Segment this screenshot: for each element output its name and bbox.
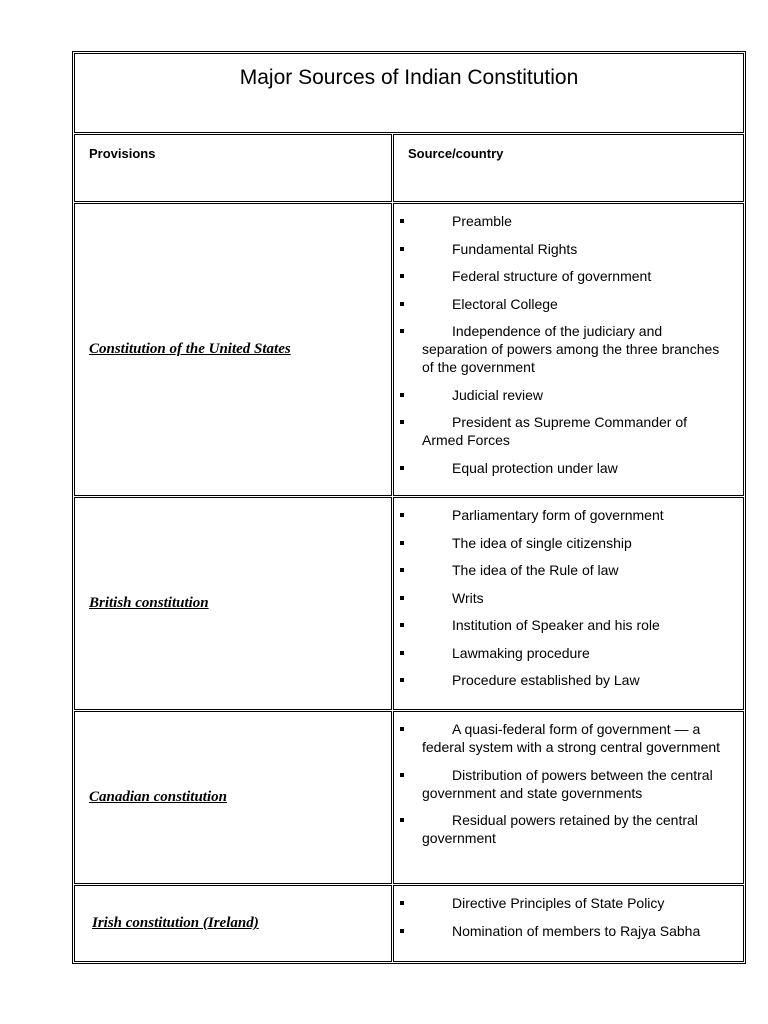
bullet-icon [400, 466, 404, 470]
items-cell [393, 497, 744, 710]
bullet-icon [400, 247, 404, 251]
bullet-icon [400, 219, 404, 223]
bullet-icon [400, 727, 404, 731]
page-title: Major Sources of Indian Constitution [239, 66, 579, 89]
list-item: Writs [400, 589, 723, 607]
sources-table [72, 51, 746, 964]
country-cell [74, 203, 392, 496]
list-item: President as Supreme Commander of Armed Forces [400, 413, 723, 449]
country-name-canadian: Canadian constitution [89, 789, 227, 805]
bullet-icon [400, 329, 404, 333]
list-item: Residual powers retained by the central government [400, 811, 723, 847]
country-name-irish: Irish constitution (Ireland) [92, 915, 259, 931]
bullet-icon [400, 420, 404, 424]
table-row [74, 497, 744, 710]
provisions-header: Provisions [89, 146, 156, 161]
list-item: Electoral College [400, 295, 723, 313]
list-item: Parliamentary form of government [400, 506, 723, 524]
country-cell [74, 711, 392, 884]
source-header-cell [393, 134, 744, 202]
provision-list [394, 886, 743, 946]
bullet-icon [400, 678, 404, 682]
items-cell [393, 711, 744, 884]
list-item: The idea of single citizenship [400, 534, 723, 552]
list-item: Federal structure of government [400, 267, 723, 285]
list-item: A quasi-federal form of government — a federal system with a strong central government [400, 720, 723, 756]
bullet-icon [400, 513, 404, 517]
list-item: Lawmaking procedure [400, 644, 723, 662]
source-header: Source/country [408, 146, 504, 161]
provision-list [394, 204, 743, 483]
bullet-icon [400, 651, 404, 655]
table-row [74, 885, 744, 962]
items-cell [393, 885, 744, 962]
bullet-icon [400, 393, 404, 397]
list-item: The idea of the Rule of law [400, 561, 723, 579]
items-cell [393, 203, 744, 496]
title-cell [74, 53, 744, 133]
bullet-icon [400, 623, 404, 627]
country-cell [74, 497, 392, 710]
bullet-icon [400, 302, 404, 306]
table-row [74, 711, 744, 884]
list-item: Preamble [400, 212, 723, 230]
header-row [74, 134, 744, 202]
list-item: Directive Principles of State Policy [400, 894, 723, 912]
list-item: Procedure established by Law [400, 671, 723, 689]
bullet-icon [400, 773, 404, 777]
bullet-icon [400, 929, 404, 933]
bullet-icon [400, 541, 404, 545]
list-item: Independence of the judiciary and separation of powers among the three branches of the government [400, 322, 723, 376]
country-cell [74, 885, 392, 962]
bullet-icon [400, 274, 404, 278]
country-name-british: British constitution [89, 595, 209, 611]
list-item: Judicial review [400, 386, 723, 404]
country-name-us: Constitution of the United States [89, 341, 291, 357]
provision-list [394, 498, 743, 695]
provision-list [394, 712, 743, 853]
list-item: Institution of Speaker and his role [400, 616, 723, 634]
list-item: Fundamental Rights [400, 240, 723, 258]
bullet-icon [400, 596, 404, 600]
bullet-icon [400, 901, 404, 905]
list-item: Nomination of members to Rajya Sabha [400, 922, 723, 940]
bullet-icon [400, 568, 404, 572]
table-row [74, 203, 744, 496]
bullet-icon [400, 818, 404, 822]
list-item: Equal protection under law [400, 459, 723, 477]
list-item: Distribution of powers between the central government and state governments [400, 766, 723, 802]
provisions-header-cell [74, 134, 392, 202]
